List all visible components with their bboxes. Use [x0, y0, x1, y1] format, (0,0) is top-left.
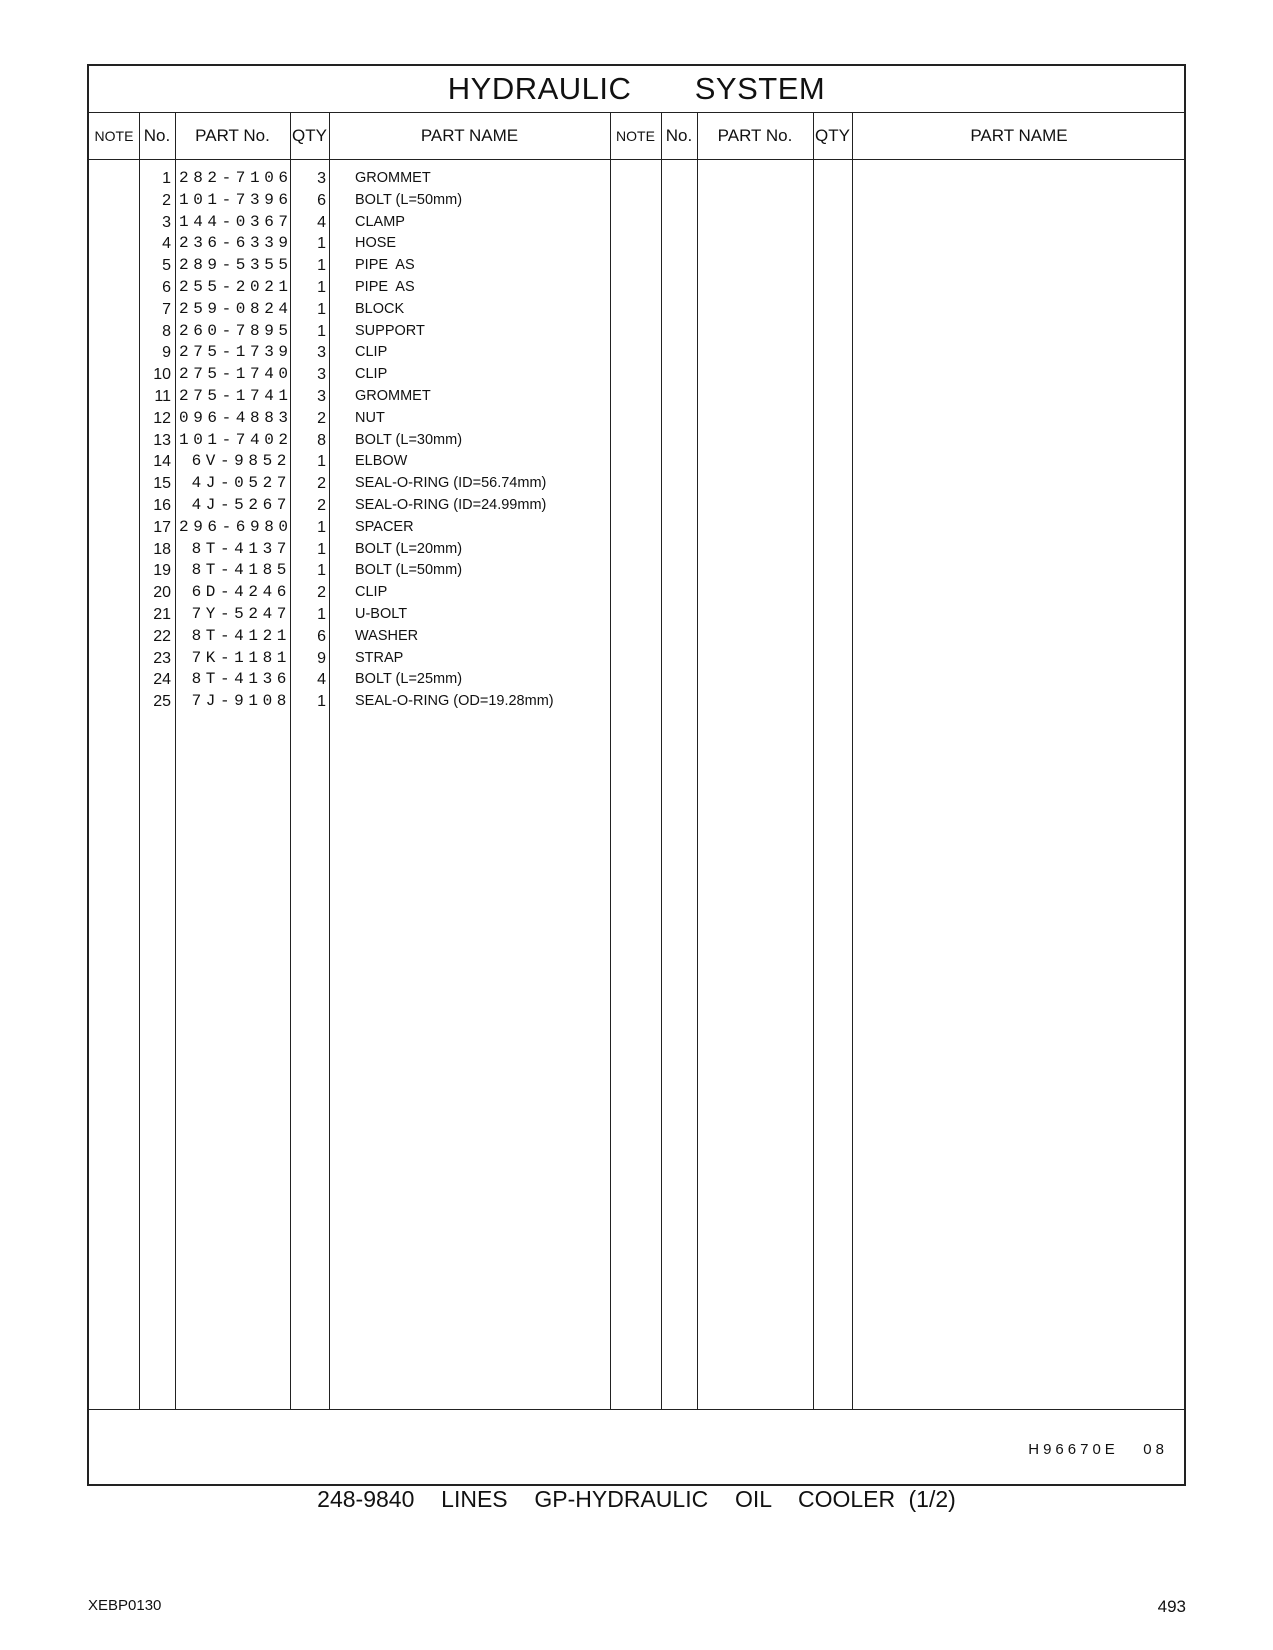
quantity: 1	[317, 300, 326, 318]
header-part-name-right: PART NAME	[970, 126, 1068, 145]
table-row	[89, 581, 1184, 604]
header-qty-left: QTY	[292, 126, 327, 145]
part-number-index: 12	[153, 409, 171, 427]
part-name: BOLT (L=20mm)	[355, 540, 463, 557]
part-name: BLOCK	[355, 300, 405, 317]
column-header-row	[89, 113, 1184, 160]
table-row	[89, 298, 1184, 321]
quantity: 1	[317, 322, 326, 340]
part-name: BOLT (L=25mm)	[355, 671, 463, 688]
part-number-index: 19	[153, 562, 171, 580]
part-name: CLIP	[355, 584, 388, 601]
header-part-no-left: PART No.	[195, 126, 270, 145]
part-number: 8T-4137	[191, 539, 291, 558]
table-row	[89, 625, 1184, 648]
part-number: 7J-9108	[191, 692, 291, 711]
table-row	[89, 341, 1184, 364]
part-name: SPACER	[355, 518, 414, 535]
table-row	[89, 450, 1184, 473]
part-name: SUPPORT	[355, 322, 425, 339]
group-caption: 248-9840 LINES GP-HYDRAULIC OIL COOLER (1/2)	[317, 1486, 956, 1512]
table-row	[89, 276, 1184, 299]
header-part-no-right: PART No.	[717, 126, 793, 145]
part-number-index: 17	[153, 518, 171, 536]
table-row	[89, 603, 1184, 626]
table-row	[89, 516, 1184, 539]
part-name: U-BOLT	[355, 606, 408, 622]
quantity: 3	[317, 344, 326, 362]
quantity: 1	[317, 562, 326, 580]
part-number: 296-6980	[179, 517, 293, 536]
part-number-index: 11	[154, 388, 171, 405]
table-row	[89, 211, 1184, 234]
part-number-index: 13	[153, 431, 171, 449]
part-number: 8T-4121	[191, 626, 291, 645]
part-number: 101-7402	[179, 430, 293, 449]
table-row	[89, 385, 1184, 408]
header-note-left: NOTE	[94, 128, 134, 144]
parts-table-frame	[87, 64, 1186, 1486]
table-row	[89, 690, 1184, 713]
drawing-code: H96670E 08	[1028, 1441, 1168, 1458]
part-number: 101-7396	[179, 190, 293, 209]
part-number-index: 14	[153, 453, 171, 471]
part-name: BOLT (L=50mm)	[355, 562, 463, 579]
table-row	[89, 668, 1184, 691]
quantity: 2	[317, 475, 326, 493]
part-number: 4J-0527	[191, 474, 291, 493]
quantity: 3	[317, 366, 326, 384]
document-id: XEBP0130	[88, 1597, 162, 1614]
part-number: 260-7895	[179, 321, 293, 340]
part-name: BOLT (L=30mm)	[355, 431, 463, 448]
part-name: PIPE AS	[355, 257, 415, 274]
part-name: CLIP	[355, 366, 388, 383]
table-row	[89, 189, 1184, 212]
part-number: 8T-4136	[191, 670, 291, 689]
part-number-index: 6	[162, 279, 171, 296]
table-row	[89, 494, 1184, 517]
part-number: 6D-4246	[191, 583, 291, 602]
part-number: 7K-1181	[191, 648, 291, 667]
quantity: 1	[317, 235, 326, 253]
table-row	[89, 407, 1184, 430]
part-number: 236-6339	[179, 234, 293, 253]
part-number: 275-1741	[179, 387, 293, 405]
part-number-index: 7	[162, 300, 171, 318]
table-row	[89, 254, 1184, 277]
header-no-right: No.	[665, 126, 693, 145]
part-number: 282-7106	[179, 169, 293, 187]
table-row	[89, 538, 1184, 561]
quantity: 2	[317, 409, 326, 427]
quantity: 1	[317, 518, 326, 536]
part-number-index: 21	[153, 606, 171, 623]
part-name: SEAL-O-RING (ID=24.99mm)	[355, 497, 547, 513]
quantity: 9	[317, 649, 326, 667]
part-name: GROMMET	[355, 388, 431, 404]
part-number-index: 15	[153, 475, 171, 493]
part-number-index: 20	[153, 584, 171, 602]
part-name: SEAL-O-RING (ID=56.74mm)	[355, 475, 547, 492]
header-note-right: NOTE	[616, 128, 655, 144]
quantity: 1	[317, 540, 326, 558]
quantity: 6	[317, 627, 326, 645]
part-number-index: 8	[162, 322, 171, 340]
quantity: 1	[317, 279, 326, 296]
page-number: 493	[1157, 1597, 1186, 1616]
part-number-index: 3	[162, 213, 171, 231]
part-number: 4J-5267	[191, 496, 291, 514]
table-row	[89, 472, 1184, 495]
part-number: 6V-9852	[191, 452, 291, 471]
part-number: 8T-4185	[191, 561, 291, 580]
part-number-index: 24	[153, 671, 171, 689]
part-number-index: 16	[153, 497, 171, 514]
part-number-index: 25	[153, 693, 171, 711]
part-number-index: 10	[153, 366, 171, 384]
part-number-index: 18	[153, 540, 171, 558]
part-number: 275-1739	[179, 343, 293, 362]
table-row	[89, 559, 1184, 582]
quantity: 1	[317, 257, 326, 275]
part-number: 096-4883	[179, 408, 293, 427]
part-name: WASHER	[355, 627, 419, 644]
part-name: HOSE	[355, 235, 397, 252]
part-number-index: 5	[162, 257, 171, 275]
table-bottom-rule	[89, 1409, 1184, 1410]
part-number: 275-1740	[179, 365, 293, 384]
table-row	[89, 167, 1184, 190]
quantity: 3	[317, 388, 326, 405]
section-title: HYDRAULIC SYSTEM	[89, 66, 1184, 113]
quantity: 1	[317, 453, 326, 471]
part-number: 289-5355	[179, 256, 293, 275]
part-name: PIPE AS	[355, 279, 415, 295]
part-number-index: 2	[162, 191, 171, 209]
quantity: 2	[317, 584, 326, 602]
table-row	[89, 429, 1184, 452]
part-number-index: 23	[153, 649, 171, 667]
quantity: 4	[317, 213, 326, 231]
part-number: 7Y-5247	[191, 605, 291, 623]
table-row	[89, 232, 1184, 255]
table-row	[89, 363, 1184, 386]
part-name: SEAL-O-RING (OD=19.28mm)	[355, 693, 554, 710]
part-number: 259-0824	[179, 299, 293, 318]
table-row	[89, 320, 1184, 343]
header-part-name-left: PART NAME	[420, 126, 519, 145]
part-number: 255-2021	[179, 278, 293, 296]
part-name: NUT	[355, 409, 385, 426]
header-no-left: No.	[143, 126, 171, 145]
part-number-index: 22	[153, 627, 171, 645]
part-name: GROMMET	[355, 170, 431, 186]
part-number: 144-0367	[179, 212, 293, 231]
part-number-index: 1	[162, 170, 171, 187]
part-name: CLAMP	[355, 213, 405, 230]
part-name: BOLT (L=50mm)	[355, 191, 463, 208]
quantity: 1	[317, 606, 326, 623]
header-qty-right: QTY	[815, 126, 850, 145]
quantity: 4	[317, 671, 326, 689]
quantity: 8	[317, 431, 326, 449]
quantity: 3	[317, 170, 326, 187]
table-row	[89, 647, 1184, 670]
part-name: ELBOW	[355, 453, 408, 470]
quantity: 1	[317, 693, 326, 711]
part-name: STRAP	[355, 649, 404, 666]
quantity: 2	[317, 497, 326, 514]
part-number-index: 4	[162, 235, 171, 253]
part-number-index: 9	[162, 344, 171, 362]
part-name: CLIP	[355, 344, 388, 361]
quantity: 6	[317, 191, 326, 209]
